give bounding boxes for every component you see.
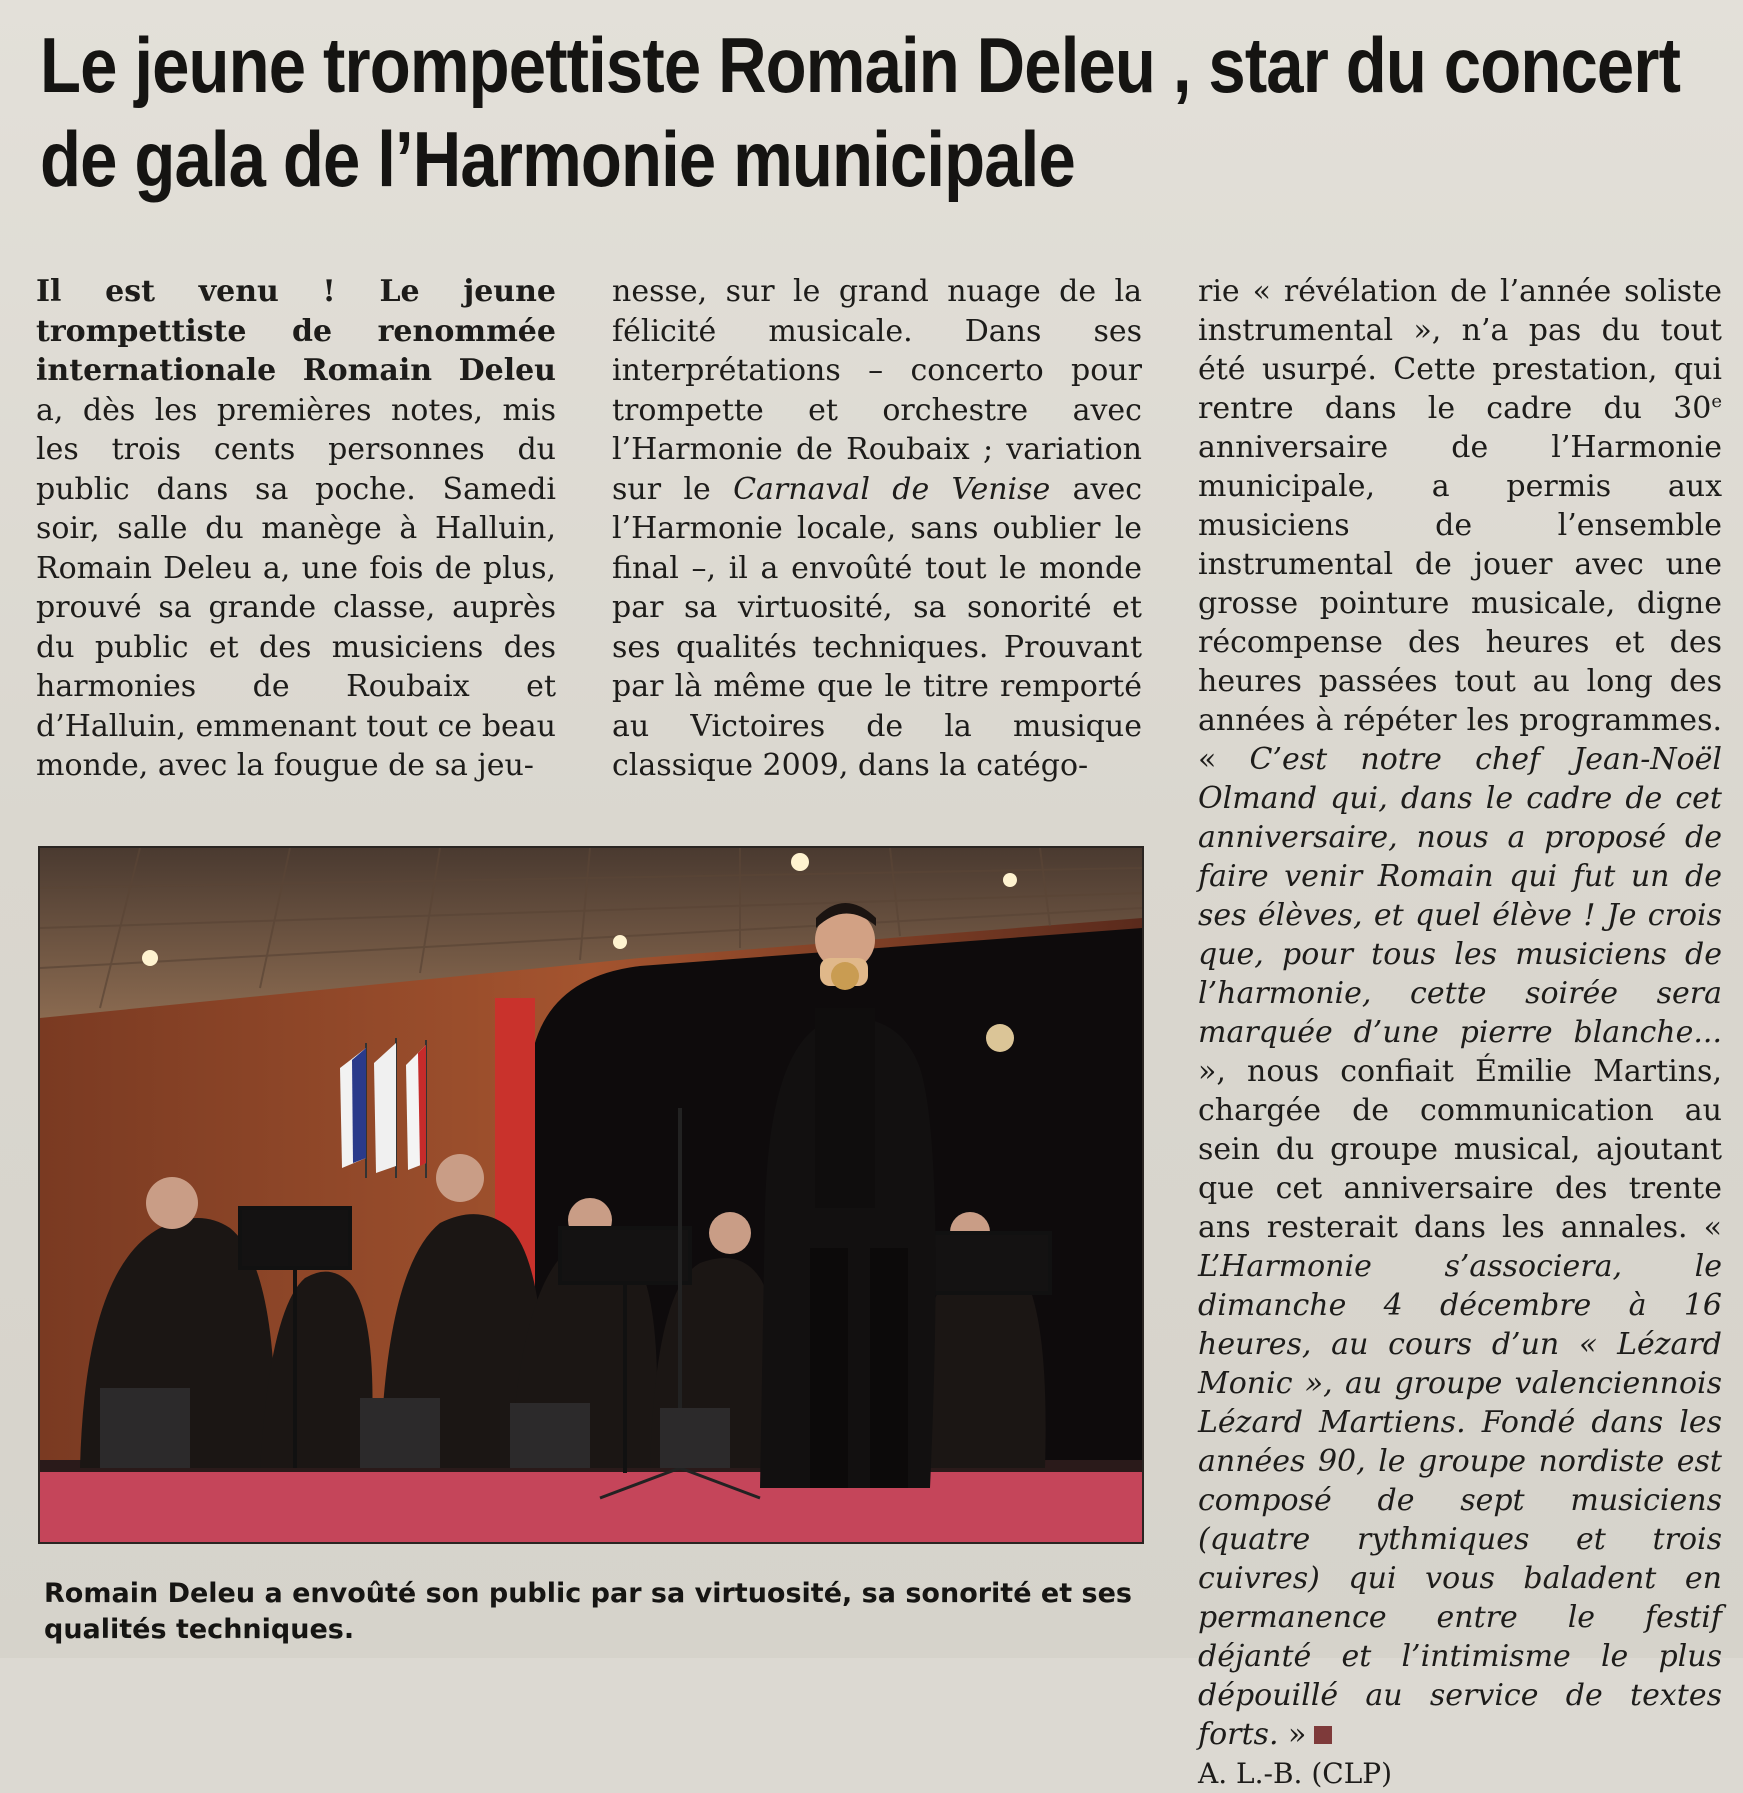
article-column-3 (1198, 272, 1722, 1793)
author-signature: A. L.-B. (CLP) (1198, 1757, 1393, 1790)
column-3-paragraph (1198, 272, 1722, 1754)
column-3-text-b: anniversaire de l’Harmonie municipale, a permis aux musiciens de l’ensemble instrumental de jouer avec une grosse pointure musicale, digne récompense des heures et des heures passées tout au long des années à répéter les programmes. « (1198, 430, 1722, 777)
column-2-text-b: avec l’Harmonie locale, sans oublier le final –, il a envoûté tout le monde par sa virtuosité, sa sonorité et ses qualités techniques. Prouvant par là même que le titre remporté au Victoires de la musique classique 2009, dans la catégo- (612, 471, 1143, 783)
column-2-paragraph (612, 272, 1142, 786)
article-column-1 (36, 272, 556, 786)
quote-olmand: C’est notre chef Jean-Noël Olmand qui, dans le cadre de cet anniversaire, nous a proposé de faire venir Romain qui fut un de ses élèves, et quel élève ! Je crois que, pour tous les musiciens de l’harmonie, cette soirée sera marquée d’une pierre blanche... (1198, 742, 1722, 1050)
end-of-article-mark (1314, 1726, 1332, 1744)
concert-photo (38, 846, 1144, 1544)
article-lead: Il est venu ! Le jeune trompettiste de renommée internationale Romain Deleu (36, 274, 556, 388)
flags (340, 1038, 426, 1178)
photo-caption: Romain Deleu a envoûté son public par sa virtuosité, sa sonorité et ses qualités techniques. (44, 1578, 1133, 1645)
column-1-text: a, dès les premières notes, mis les trois cents personnes du public dans sa poche. Samedi soir, salle du manège à Halluin, Romain Deleu a, une fois de plus, prouvé sa grande classe, auprès du public et des musiciens des harmonies de Roubaix et d’Halluin, emmenant tout ce beau monde, avec la fougue de sa jeu- (36, 392, 556, 783)
article-headline: Le jeune trompettiste Romain Deleu , star du concert de gala de l’Harmonie municipale (40, 21, 1681, 203)
ordinal-superscript: e (1711, 391, 1722, 412)
column-3-text-c: », nous confiait Émilie Martins, chargée de communication au sein du groupe musical, ajoutant que cet anniversaire des trente ans resterait dans les annales. « (1198, 1054, 1722, 1245)
article-column-2 (612, 272, 1142, 786)
column-3-text-a: rie « révélation de l’année soliste instrumental », n’a pas du tout été usurpé. Cette prestation, qui rentre dans le cadre du 30 (1198, 274, 1722, 426)
column-2-text-a: nesse, sur le grand nuage de la félicité musicale. Dans ses interprétations – concerto pour trompette et orchestre avec l’Harmonie de Roubaix ; variation sur le (612, 274, 1142, 507)
quote-lezard: L’Harmonie s’associera, le dimanche 4 décembre à 16 heures, au cours d’un « Lézard Monic », au groupe valenciennois Lézard Martiens. Fondé dans les années 90, le groupe nordiste est composé de sept musiciens (quatre rythmiques et trois cuivres) qui vous baladent en permanence entre le festif déjanté et l’intimisme le plus dépouillé au service de textes forts. (1198, 1249, 1722, 1752)
carnaval-title: Carnaval de Venise (733, 471, 1051, 507)
concert-photo-illustration (40, 848, 1142, 1542)
column-3-text-d: » (1278, 1717, 1307, 1752)
column-1-paragraph (36, 272, 556, 786)
